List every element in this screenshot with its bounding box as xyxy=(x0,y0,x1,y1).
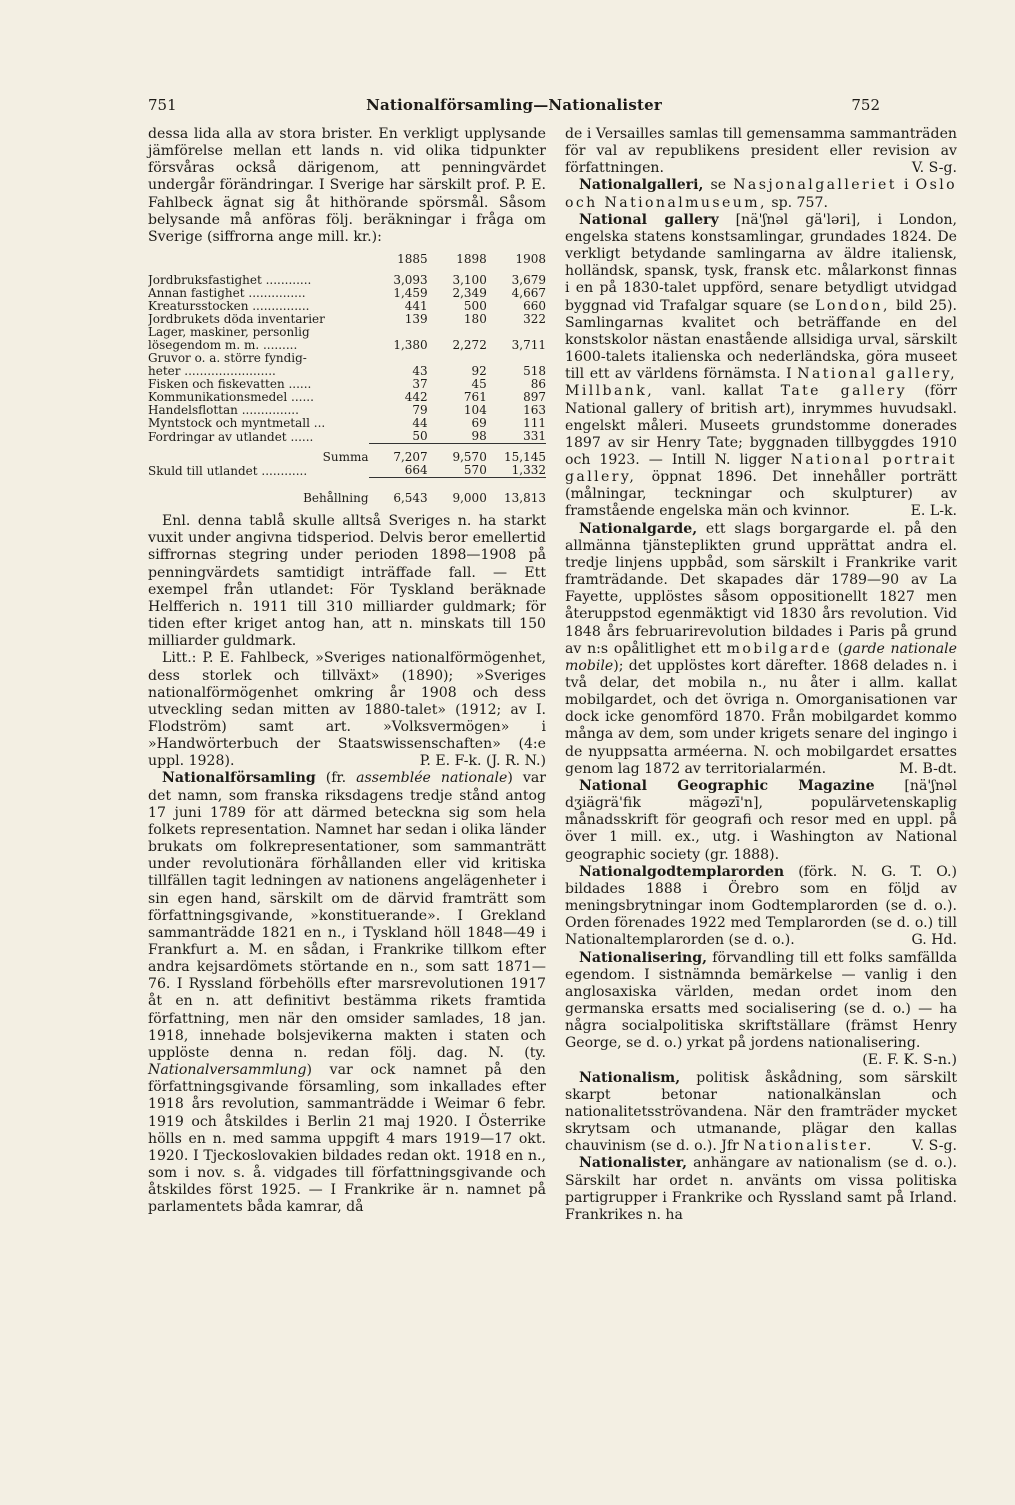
behallning-row xyxy=(148,478,546,506)
litt-text: Litt.: P. E. Fahlbeck, »Sveriges nationalförmögenhet, dess storlek och tillväxt» (1890); »Sveriges nationalförmögenhet omkring år 1908 och dess utveckling sedan mitten av 1880-talet» (1912; av I. Flodström) samt art. »Volksvermögen» i »Handwörterbuch der Staatswissenschaften» (4:e uppl. 1928). xyxy=(148,650,546,770)
text-span: sp. 757. xyxy=(766,194,828,211)
signature: G. Hd. xyxy=(911,932,957,949)
row-value: 180 xyxy=(463,312,487,327)
year-1885: 1885 xyxy=(397,252,428,267)
behallning-label: Behållning xyxy=(303,491,369,506)
left-column xyxy=(148,126,546,1217)
row-value: 2,272 xyxy=(452,338,487,353)
text-span: ( xyxy=(832,640,844,657)
row-value: 163 xyxy=(523,403,546,418)
headword-nationalgodtemplarorden: Nationalgodtemplarorden xyxy=(579,863,785,880)
text-span: bild 25). Samlingarnas kvalitet och beträffande en del konstskolor nästan enastående allsidiga urval, särskilt 1600-talets italienska och nederländska, göra museet till ett av världens förnämsta. I xyxy=(565,297,958,383)
row-value: 3,093 xyxy=(393,273,428,288)
row-value: 69 xyxy=(471,416,487,431)
row-value: 442 xyxy=(404,390,428,405)
table-row xyxy=(148,339,546,352)
behallning-1885: 6,543 xyxy=(393,491,428,506)
spaced-span: National gallery, Millbank, xyxy=(565,366,957,400)
italic-span: Nationalversammlung xyxy=(148,1062,307,1079)
entry-nationalgalleri xyxy=(565,177,957,211)
row-value: 1,380 xyxy=(393,338,428,353)
row-value: 3,679 xyxy=(511,273,546,288)
entry-nationalisering xyxy=(565,949,957,1069)
row-value: 92 xyxy=(471,364,487,379)
headword-nationalgarde: Nationalgarde, xyxy=(579,520,698,537)
row-value: 4,667 xyxy=(511,286,546,301)
row-value: 3,100 xyxy=(452,273,487,288)
text-span: [nä'ʃnəl gä'ləri], i London, engelska statens konstsamlingar, grundades 1824. De verkligt betydande samlingarna av äldre italiensk, holländsk, spansk, tysk, fransk etc. målarkonst finnas i en på 1830-talet uppförd, senare betydligt utvidgad byggnad vid Trafalgar square (se xyxy=(565,211,957,314)
text-span: öppnat 1896. Det innehåller porträtt (målningar, teckningar och skulpturer) av framstående engelska män och kvinnor. xyxy=(565,469,957,520)
skuld-1908: 1,332 xyxy=(487,464,546,478)
row-label: Kreatursstocken ............... xyxy=(148,300,310,314)
spaced-span: Oslo och Nationalmuseum, xyxy=(565,177,957,211)
text-span: anhängare av nationalism (se d. o.). Särskilt har ordet n. använts om vissa politiska partigrupper i Frankrike och Ryssland samt på Irland. Frankrikes n. ha xyxy=(565,1155,957,1223)
signature: V. S-g. xyxy=(911,1138,957,1155)
skuld-1885: 664 xyxy=(369,464,428,478)
row-value: 104 xyxy=(463,403,487,418)
italic-span: assemblée nationale xyxy=(356,770,508,787)
text-span: de i Versailles samlas till gemensamma sammanträden för val av republikens president eller revision av författningen. xyxy=(565,126,957,177)
row-value: 660 xyxy=(523,299,546,314)
spaced-span: National portrait gallery, xyxy=(565,451,957,486)
row-label: Jordbruksfastighet ............ xyxy=(148,274,312,288)
text-span: (förk. N. G. T. O.) bildades 1888 i Örebro som en följd av meningsbrytningar inom Godtemplarorden (se d. o.). Orden förenades 1922 med Templarorden (se d. o.) till Nationaltemplarorden (se d. o.). xyxy=(565,863,957,949)
row-value: 3,711 xyxy=(511,338,546,353)
row-value: 518 xyxy=(523,364,546,379)
row-value: 1,459 xyxy=(393,286,428,301)
row-value: 37 xyxy=(412,377,428,392)
row-label: Handelsflottan ............... xyxy=(148,404,299,418)
row-label: heter ........................ xyxy=(148,365,276,379)
summa-1908: 15,145 xyxy=(487,444,546,465)
table-row xyxy=(148,430,546,444)
skuld-row xyxy=(148,464,546,478)
row-label: Annan fastighet ............... xyxy=(148,287,306,301)
paragraph-litt xyxy=(148,650,546,770)
row-label: Lager, maskiner, personlig xyxy=(148,326,310,340)
table-row xyxy=(148,313,546,326)
spaced-span: Nationalister. xyxy=(743,1138,874,1155)
text-span: ); det upplöstes kort därefter. 1868 delades n. i två delar, det mobila n., nu åter i allm. kallat mobilgardet, och det övriga n. Omorganisationen var dock icke genomförd 1870. Från mobilgardet kommo många av dem, som under krigets senare del ingingo i de nyuppsatta arméerna. N. och mobilgardet ersattes genom lag 1872 av territorialarmén. xyxy=(565,657,957,777)
skuld-1898: 570 xyxy=(428,464,487,478)
row-value: 139 xyxy=(404,312,428,327)
text-span: politisk åskådning, som särskilt skarpt betonar nationalkänslan och nationalitetsströvandena. När den framträder mycket skrytsam och utmanande, plägar den kallas chauvinism (se d. o.). Jfr xyxy=(565,1069,957,1155)
running-title: Nationalförsamling—Nationalister xyxy=(366,96,662,114)
text-span: ) var det namn, som franska riksdagens tredje stånd antog 17 juni 1789 för att därmed beteckna sig som hela folkets representation. Namnet har sedan i olika länder brukats om folkrepresentationer, som sammanträtt under revolutionära förhållanden eller vid kritiska tillfällen tagit ledningen av nationens angelägenheter i sin egen hand, särskilt om de därvid framträtt som författningsgivande, »konstituerande». I Grekland sammanträdde 1821 en n., i Tyskland höll 1848—49 i Frankfurt a. M. en sådan, i Frankrike tillkom efter andra kejsardömets störtande en n., som satt 1871—76. I Ryssland förbehölls efter marsrevolutionen 1917 åt en n. att definitivt bestämma rikets framtida författning, men när den omsider samlades, 18 jan. 1918, innehade bolsjevikerna makten i staten och upplöste denna n. redan följ. dag. N. (ty. xyxy=(148,770,546,1061)
right-column xyxy=(565,126,957,1224)
headword-nationalisering: Nationalisering, xyxy=(579,949,708,966)
entry-national-geographic xyxy=(565,778,957,864)
row-value: 111 xyxy=(523,416,546,431)
row-value: 2,349 xyxy=(452,286,487,301)
summa-1898: 9,570 xyxy=(428,444,487,465)
row-value: 331 xyxy=(523,429,546,444)
signature: (E. F. K. S-n.) xyxy=(862,1052,957,1069)
page-number-left: 751 xyxy=(148,96,177,114)
entry-nationalgodtemplarorden xyxy=(565,864,957,950)
row-value: 43 xyxy=(412,364,428,379)
headword-nationalforsamling: Nationalförsamling xyxy=(162,770,316,787)
row-label: Fordringar av utlandet ...... xyxy=(148,430,314,444)
summa-row xyxy=(148,444,546,465)
table-header-row xyxy=(148,253,546,274)
behallning-1898: 9,000 xyxy=(452,491,487,506)
spaced-span: London, xyxy=(815,297,890,314)
row-label: Fisken och fiskevatten ...... xyxy=(148,378,312,392)
behallning-1908: 13,813 xyxy=(504,491,546,506)
skuld-label: Skuld till utlandet ............ xyxy=(148,464,308,478)
signature-litt: P. E. F-k. (J. R. N.) xyxy=(419,753,546,770)
intro-paragraph: dessa lida alla av stora brister. En verkligt upplysande jämförelse mellan ett lands n. vid olika tidpunkter försvåras också därigenom, att penningvärdet undergår förändringar. I Sverige har särskilt prof. P. E. Fahlbeck ägnat sig åt hithörande spörsmål. Såsom belysande må anföras följ. beräkningar i fråga om Sverige (siffrorna ange mill. kr.): xyxy=(148,126,546,245)
row-value: 86 xyxy=(530,377,546,392)
row-value: 98 xyxy=(471,429,487,444)
row-value: 50 xyxy=(412,429,428,444)
headword-nationalister: Nationalister, xyxy=(579,1155,688,1172)
text-span: se xyxy=(703,177,734,194)
row-label: Jordbrukets döda inventarier xyxy=(148,313,325,327)
row-value: 79 xyxy=(412,403,428,418)
italic-span: garde nationale mobile xyxy=(565,640,957,674)
signature: M. B-dt. xyxy=(899,760,957,777)
signature: E. L-k. xyxy=(910,503,957,520)
row-value: 761 xyxy=(463,390,487,405)
entry-nationalister xyxy=(565,1155,957,1224)
entry-nationalism xyxy=(565,1070,957,1156)
text-span: ett slags borgargarde el. på den allmänna tjänsteplikten grund upprättat andra el. tredje linjens uppbåd, som särskilt i Frankrike varit framträdande. Det skapades där 1789—90 av La Fayette, upplöstes såsom oppositionellt 1827 men återuppstod egenmäktigt vid 1830 års revolution. Vid 1848 års februarirevolution bildades i Paris på grund av n:s opålitlighet ett xyxy=(565,520,957,657)
year-1908: 1908 xyxy=(515,252,546,267)
row-value: 500 xyxy=(463,299,487,314)
spaced-span: mobilgarde xyxy=(726,640,833,657)
row-value: 45 xyxy=(471,377,487,392)
text-span: ) var ock namnet på den författningsgivande församling, som inkallades efter 1918 års revolution, sammanträdde i Weimar 6 febr. 1919 och åtskildes i Berlin 21 maj 1920. I Österrike hölls en n. med samma uppgift 4 mars 1919—17 okt. 1920. I Tjeckoslovakien bildades redan okt. 1918 en n., som i nov. s. å. vidgades till författningsgivande och åtskildes först 1925. — I Frankrike är n. namnet på parlamentets båda kamrar, då xyxy=(148,1062,546,1216)
wealth-table xyxy=(148,253,546,505)
paragraph-enl: Enl. denna tablå skulle alltså Sveriges n. ha starkt vuxit under angivna tidsperiod. Delvis beror emellertid siffrornas stegring under perioden 1898—1908 på penningvärdets samtidigt inträffade fall. — Ett exempel från utlandet: För Tyskland beräknade Helfferich n. 1911 till 310 milliarder guldmark; för tiden efter kriget antog han, att n. minskats till 150 milliarder guldmark. xyxy=(148,513,546,650)
text-span: i xyxy=(896,177,916,194)
row-label: Myntstock och myntmetall ... xyxy=(148,417,326,431)
row-value: 44 xyxy=(412,416,428,431)
row-label: Kommunikationsmedel ...... xyxy=(148,391,314,405)
signature: V. S-g. xyxy=(911,160,957,177)
entry-national-gallery xyxy=(565,212,957,521)
row-value: 322 xyxy=(523,312,546,327)
summa-1885: 7,207 xyxy=(369,444,428,465)
entry-nationalgarde xyxy=(565,521,957,778)
year-1898: 1898 xyxy=(456,252,487,267)
entry-nationalforsamling xyxy=(148,770,546,1216)
paragraph-continuation xyxy=(565,126,957,177)
headword-national-gallery: National gallery xyxy=(579,211,719,228)
running-head xyxy=(148,96,880,118)
spaced-span: Tate gallery xyxy=(780,383,907,400)
text-span: [nä'ʃnəl dʒiägrä'fik mägəzī'n], populärvetenskaplig månadsskrift för geografi och resor med en uppl. på över 1 mill. ex., utg. i Washington av National geographic society (gr. 1888). xyxy=(565,777,957,863)
text-span: förvandling till ett folks samfällda egendom. I sistnämnda bemärkelse — vanlig i den anglosaxiska världen, medan ordet inom den germanska ersatts med socialisering (se d. o.) — ha några socialpolitiska skriftställare (främst Henry George, se d. o.) yrkat på jordens nationalisering. xyxy=(565,949,957,1052)
summa-label: Summa xyxy=(322,450,369,465)
headword-national-geographic: National Geographic Magazine xyxy=(579,777,875,794)
row-value: 897 xyxy=(523,390,546,405)
row-value: 441 xyxy=(404,299,428,314)
text-span: (förr National gallery of british art), inrymmes huvudsakl. engelskt måleri. Museets grundstomme donerades 1897 av sir Henry Tate; byggnaden tillbyggdes 1910 och 1923. — Intill N. ligger xyxy=(565,383,957,468)
row-label: Gruvor o. a. större fyndig- xyxy=(148,352,307,366)
headword-nationalgalleri: Nationalgalleri, xyxy=(579,177,704,194)
headword-nationalism: Nationalism, xyxy=(579,1069,681,1086)
text-span: (fr. xyxy=(315,770,357,787)
page-number-right: 752 xyxy=(851,96,880,114)
row-label: lösegendom m. m. ......... xyxy=(148,339,298,353)
spaced-span: Nasjonalgalleriet xyxy=(733,177,897,194)
text-span: vanl. kallat xyxy=(654,383,781,400)
